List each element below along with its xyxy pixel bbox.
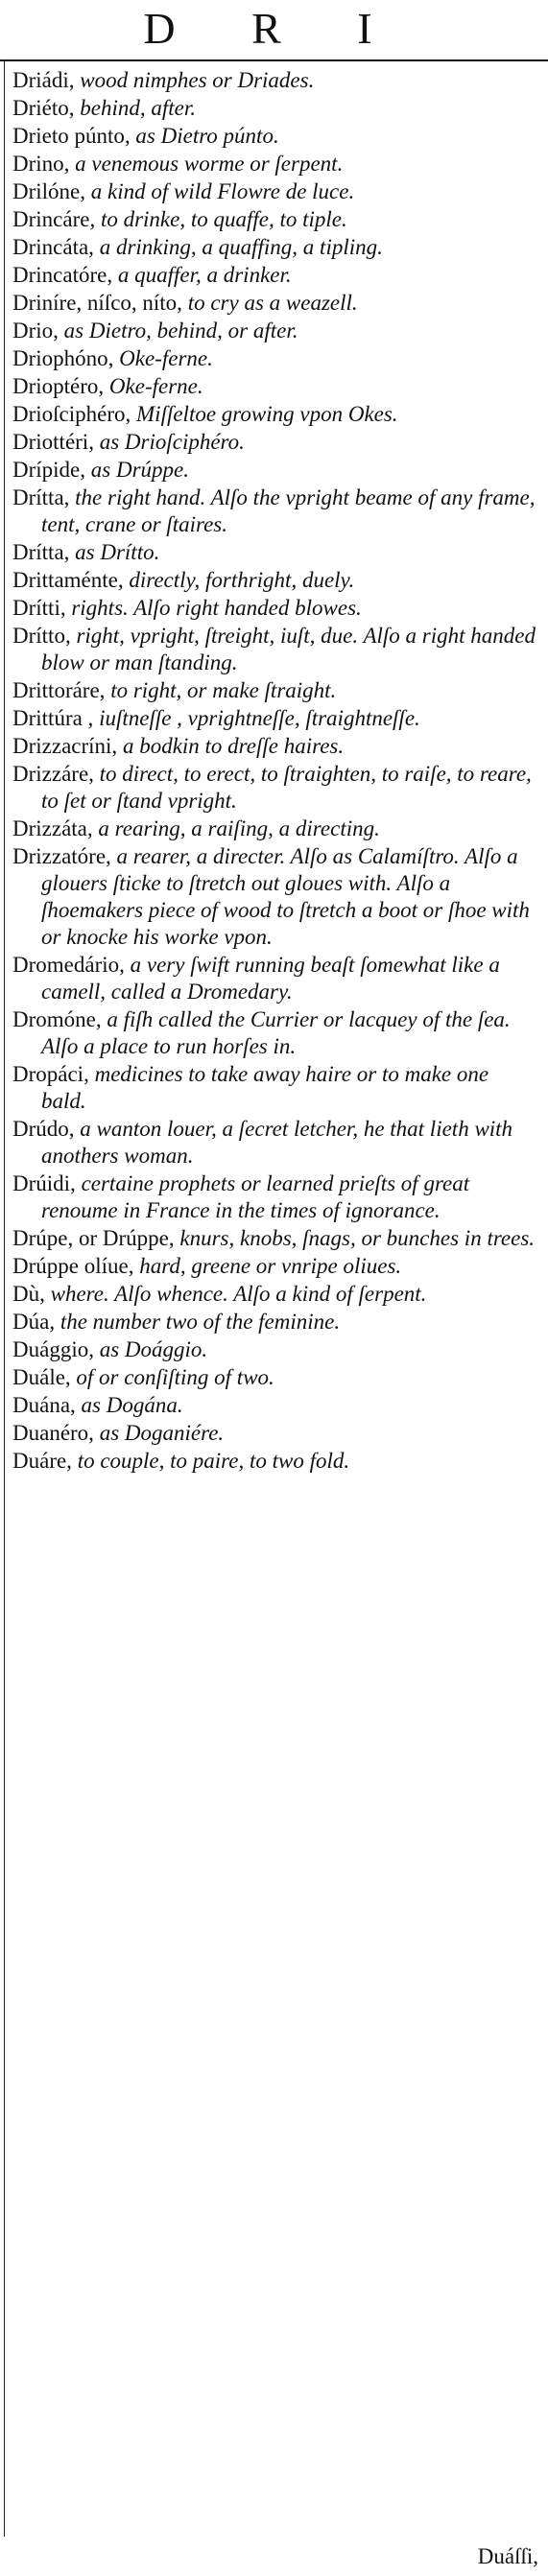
dictionary-entry [12, 761, 538, 815]
definition: right, vpright, ſtreight, iuſt, due. Alſo a right handed blow or man ſtanding. [41, 624, 536, 674]
headword: Duággio, [12, 1337, 94, 1361]
dictionary-entry [12, 733, 538, 760]
headword: Driéto, [12, 96, 75, 120]
headword: Drúpe, or Drúppe, [12, 1226, 175, 1250]
dictionary-entry [12, 1170, 538, 1224]
headword: Drúidi, [12, 1171, 76, 1195]
headword: Drizzáta, [12, 816, 93, 840]
header-rule [0, 59, 548, 61]
dictionary-entry [12, 705, 538, 732]
dictionary-entry [12, 539, 538, 566]
headword: Drítta, [12, 485, 70, 509]
headword: Drio, [12, 319, 59, 343]
definition: as Drúppe. [90, 458, 189, 482]
definition: Miſſeltoe growing vpon Okes. [136, 402, 398, 426]
definition: as Doággio. [99, 1337, 208, 1361]
headword: Driníre, níſco, níto, [12, 291, 182, 315]
definition: wood nimphes or Driades. [80, 68, 315, 92]
dictionary-entry [12, 401, 538, 428]
headword: Dromedário, [12, 953, 125, 977]
definition: a quaffer, a drinker. [117, 263, 292, 287]
definition: to direct, to erect, to ſtraighten, to raiſe, to reare, to ſet or ſtand vpright. [41, 762, 532, 813]
headword: Drioſciphéro, [12, 402, 131, 426]
headword: Driophóno, [12, 346, 114, 370]
headword: Drípide, [12, 458, 86, 482]
dictionary-entry [12, 318, 538, 344]
definition: as Drítto. [75, 540, 160, 564]
definition: a wanton louer, a ſecret letcher, he that lieth with anothers woman. [41, 1117, 513, 1168]
dictionary-entry [12, 1253, 538, 1280]
headword: Drizzacríni, [12, 734, 118, 758]
headword: Drincáre, [12, 207, 96, 231]
definition: a bodkin to dreſſe haires. [122, 734, 345, 758]
dictionary-entry [12, 1281, 538, 1308]
headword: Duále, [12, 1365, 71, 1389]
headword: Drioptéro, [12, 374, 105, 398]
headword: Drúdo, [12, 1117, 75, 1141]
catchword: Duáſſi, [477, 2544, 538, 2568]
definition: as Dogána. [81, 1393, 183, 1417]
definition: to drinke, to quaffe, to tiple. [100, 207, 347, 231]
headword: Drúppe olíue, [12, 1254, 134, 1278]
headword: Drítti, [12, 596, 66, 620]
dictionary-entry [12, 623, 538, 676]
dictionary-entry [12, 1061, 538, 1115]
dictionary-entry [12, 429, 538, 456]
dictionary-entry [12, 677, 538, 704]
dictionary-entry [12, 95, 538, 122]
headword: Drincáta, [12, 235, 94, 259]
headword: Drizzatóre, [12, 844, 111, 868]
definition: hard, greene or vnripe oliues. [139, 1254, 402, 1278]
definition: certaine prophets or learned prieſts of great renoume in France in the times of ignorance. [41, 1171, 470, 1222]
definition: to cry as a weazell. [187, 291, 358, 315]
dictionary-entry [12, 1116, 538, 1170]
definition: where. Alſo whence. Alſo a kind of ſerpent. [50, 1282, 427, 1306]
definition: directly, forthright, duely. [129, 568, 355, 592]
dictionary-entry [12, 1448, 538, 1475]
headword: Drieto púnto, [12, 124, 131, 148]
dictionary-entry [12, 843, 538, 951]
dictionary-entry [12, 815, 538, 842]
dictionary-entry [12, 952, 538, 1005]
definition: rights. Alſo right handed blowes. [71, 596, 362, 620]
dictionary-entry [12, 1392, 538, 1419]
definition: to couple, to paire, to two fold. [77, 1449, 350, 1473]
dictionary-entry [12, 234, 538, 261]
definition: a very ſwift running beaſt ſomewhat like a camell, called a Dromedary. [41, 953, 500, 1004]
headword: Drittúra , [12, 706, 94, 730]
dictionary-entry [12, 178, 538, 205]
headword: Dúa, [12, 1310, 56, 1334]
definition: a fiſh called the Currier or lacquey of the ſea. Alſo a place to run horſes in. [41, 1007, 511, 1058]
dictionary-entry [12, 262, 538, 289]
dictionary-entry [12, 1225, 538, 1252]
definition: as Dietro, behind, or after. [63, 319, 298, 343]
definition: as Drioſciphéro. [99, 430, 245, 454]
dictionary-entry [12, 457, 538, 484]
headword: Dropáci, [12, 1062, 89, 1086]
dictionary-entry [12, 595, 538, 622]
definition: iuſtneſſe , vprightneſſe, ſtraightneſſe. [99, 706, 420, 730]
definition: a kind of wild Flowre de luce. [90, 179, 355, 203]
running-head: D R I [143, 4, 405, 53]
dictionary-entry [12, 484, 538, 538]
definition: a rearer, a directer. Alſo as Calamíſtro. Alſo a glouers ſticke to ſtretch out gloues with. Alſo a ſhoemakers piece of wood to ſtretch a boot or ſhoe with or knocke his worke vpon. [41, 844, 530, 949]
headword: Drittaménte, [12, 568, 124, 592]
dictionary-entry [12, 1364, 538, 1391]
headword: Drizzáre, [12, 762, 94, 786]
definition: Oke-ferne. [119, 346, 213, 370]
dictionary-entry [12, 206, 538, 233]
dictionary-entry [12, 1420, 538, 1447]
headword: Duáre, [12, 1449, 72, 1473]
headword: Drítta, [12, 540, 70, 564]
headword: Duána, [12, 1393, 76, 1417]
definition: as Doganiére. [99, 1421, 225, 1445]
dictionary-entry [12, 567, 538, 594]
dictionary-entry [12, 151, 538, 177]
dictionary-entry [12, 1336, 538, 1363]
dictionary-entry [12, 123, 538, 150]
definition: the number two of the feminine. [60, 1310, 341, 1334]
headword: Driádi, [12, 68, 75, 92]
definition: a drinking, a quaffing, a tipling. [99, 235, 383, 259]
dictionary-entry [12, 290, 538, 317]
definition: as Dietro púnto. [135, 124, 279, 148]
dictionary-entry [12, 1006, 538, 1060]
dictionary-entry [12, 373, 538, 400]
definition: the right hand. Alſo the vpright beame of any frame, tent, crane or ſtaires. [41, 485, 536, 536]
definition: to right, or make ſtraight. [110, 678, 337, 702]
headword: Duanéro, [12, 1421, 94, 1445]
column-rule [4, 59, 5, 2537]
headword: Drino, [12, 152, 70, 176]
headword: Driottéri, [12, 430, 94, 454]
headword: Drincatóre, [12, 263, 113, 287]
definition: behind, after. [80, 96, 197, 120]
headword: Drittoráre, [12, 678, 106, 702]
entry-list [12, 67, 538, 1476]
definition: medicines to take away haire or to make one bald. [41, 1062, 489, 1113]
dictionary-entry [12, 345, 538, 372]
definition: a rearing, a raiſing, a directing. [98, 816, 380, 840]
headword: Dù, [12, 1282, 45, 1306]
headword: Drítto, [12, 624, 71, 648]
definition: of or conſiſting of two. [76, 1365, 274, 1389]
definition: a venemous worme or ſerpent. [75, 152, 344, 176]
headword: Dromóne, [12, 1007, 102, 1031]
definition: Oke-ferne. [108, 374, 203, 398]
dictionary-entry [12, 67, 538, 94]
headword: Drilóne, [12, 179, 86, 203]
dictionary-entry [12, 1309, 538, 1335]
definition: knurs, knobs, ſnags, or bunches in trees. [179, 1226, 536, 1250]
